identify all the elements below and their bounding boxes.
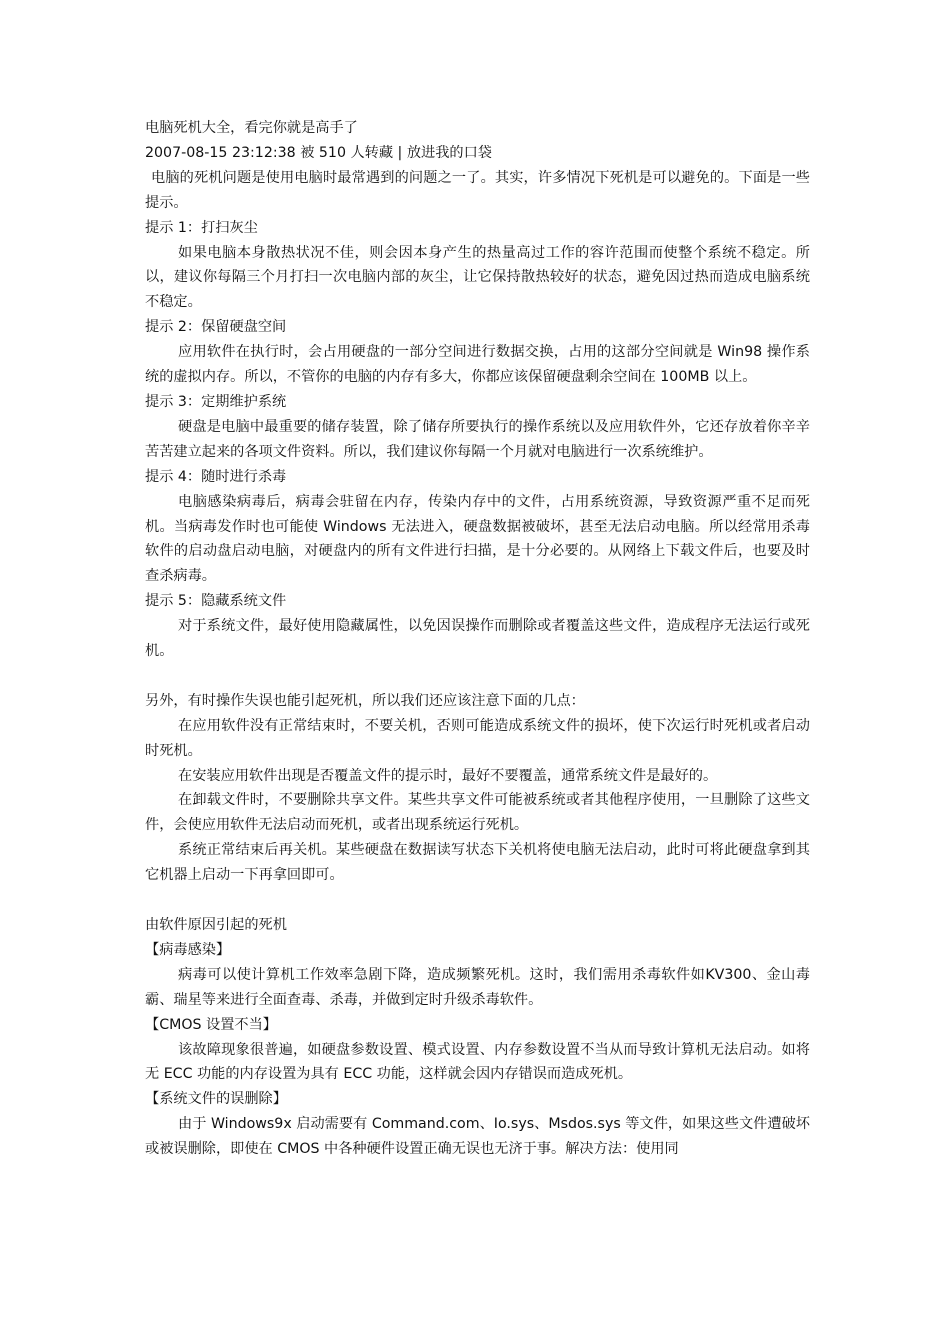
subsection-heading: 【CMOS 设置不当】: [145, 1016, 277, 1033]
intro-paragraph: 电脑的死机问题是使用电脑时最常遇到的问题之一了。其实，许多情况下死机是可以避免的。下面是一些提示。: [145, 169, 810, 211]
tip-heading: 提示 3：定期维护系统: [145, 393, 287, 410]
spacer: [145, 888, 810, 913]
document-page: [145, 116, 810, 1162]
also-item: 系统正常结束后再关机。某些硬盘在数据读写状态下关机将使电脑无法启动，此时可将此硬盘拿到其它机器上启动一下再拿回即可。: [145, 842, 810, 884]
tip-heading: 提示 4：随时进行杀毒: [145, 468, 287, 485]
article-title: 电脑死机大全，看完你就是高手了: [145, 120, 358, 136]
subsection-heading: 【病毒感染】: [145, 941, 231, 958]
tip-heading: 提示 1：打扫灰尘: [145, 219, 258, 236]
subsection-body: 由于 Windows9x 启动需要有 Command.com、Io.sys、Msdos.sys 等文件，如果这些文件遭破坏或被误删除，即使在 CMOS 中各种硬件设置正确无误也无济于事。解决方法：使用同: [145, 1116, 810, 1158]
tip-body: 对于系统文件，最好使用隐藏属性，以免因误操作而删除或者覆盖这些文件，造成程序无法运行或死机。: [145, 618, 810, 660]
subsection-body: 该故障现象很普遍，如硬盘参数设置、模式设置、内存参数设置不当从而导致计算机无法启动。如将无 ECC 功能的内存设置为具有 ECC 功能，这样就会因内存错误而造成死机。: [145, 1041, 810, 1083]
article-meta: 2007-08-15 23:12:38 被 510 人转藏 | 放进我的口袋: [145, 144, 492, 161]
tip-body: 如果电脑本身散热状况不佳，则会因本身产生的热量高过工作的容许范围而使整个系统不稳定。所以，建议你每隔三个月打扫一次电脑内部的灰尘，让它保持散热较好的状态，避免因过热而造成电脑系统不稳定。: [145, 244, 810, 311]
tip-heading: 提示 2：保留硬盘空间: [145, 319, 287, 336]
tip-body: 硬盘是电脑中最重要的储存装置，除了储存所要执行的操作系统以及应用软件外，它还存放着你辛辛苦苦建立起来的各项文件资料。所以，我们建议你每隔一个月就对电脑进行一次系统维护。: [145, 418, 810, 460]
tip-heading: 提示 5：隐藏系统文件: [145, 593, 287, 610]
also-item: 在卸载文件时，不要删除共享文件。某些共享文件可能被系统或者其他程序使用，一旦删除了这些文件，会使应用软件无法启动而死机，或者出现系统运行死机。: [145, 792, 810, 834]
also-item: 在应用软件没有正常结束时，不要关机，否则可能造成系统文件的损坏，使下次运行时死机或者启动时死机。: [145, 717, 810, 759]
also-intro: 另外，有时操作失误也能引起死机，所以我们还应该注意下面的几点：: [145, 692, 585, 709]
spacer: [145, 664, 810, 689]
subsection-body: 病毒可以使计算机工作效率急剧下降，造成频繁死机。这时，我们需用杀毒软件如KV300、金山毒霸、瑞星等来进行全面查毒、杀毒，并做到定时升级杀毒软件。: [145, 966, 810, 1008]
section-heading: 由软件原因引起的死机: [145, 916, 287, 933]
subsection-heading: 【系统文件的误删除】: [145, 1091, 287, 1108]
also-item: 在安装应用软件出现是否覆盖文件的提示时，最好不要覆盖，通常系统文件是最好的。: [178, 767, 718, 784]
tip-body: 电脑感染病毒后，病毒会驻留在内存，传染内存中的文件，占用系统资源，导致资源严重不足而死机。当病毒发作时也可能使 Windows 无法进入，硬盘数据被破坏，甚至无法启动电脑。所以经常用杀毒软件的启动盘启动电脑，对硬盘内的所有文件进行扫描，是十分必要的。从网络上下载文件后，也要及时查杀病毒。: [145, 493, 810, 585]
tip-body: 应用软件在执行时，会占用硬盘的一部分空间进行数据交换，占用的这部分空间就是 Win98 操作系统的虚拟内存。所以，不管你的电脑的内存有多大，你都应该保留硬盘剩余空间在 100MB 以上。: [145, 344, 810, 386]
